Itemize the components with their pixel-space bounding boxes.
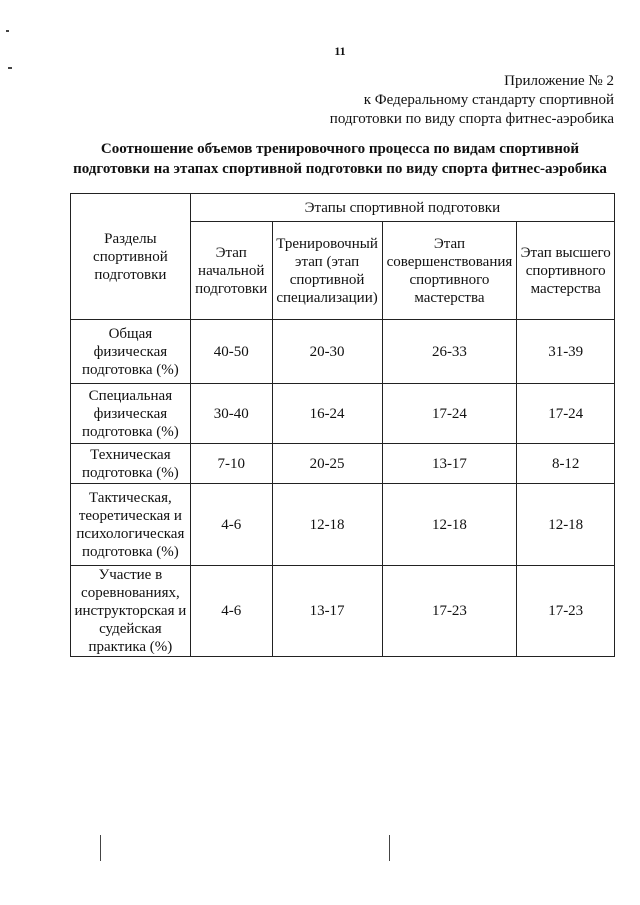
table-cell: 31-39	[517, 320, 615, 384]
table-cell: 17-24	[382, 384, 517, 444]
table-cell: 30-40	[190, 384, 272, 444]
table-cell: 8-12	[517, 444, 615, 484]
table-cell: 12-18	[517, 484, 615, 566]
training-ratio-table	[70, 193, 615, 657]
table-row	[71, 566, 615, 657]
scan-mark-left-top	[6, 30, 9, 32]
column-header: Этап совершенствования спортивного мастерства	[382, 222, 517, 320]
row-label: Участие в соревнованиях, инструкторская и судейская практика (%)	[71, 566, 191, 657]
row-label: Техническая подготовка (%)	[71, 444, 191, 484]
table-cell: 16-24	[272, 384, 382, 444]
title-line-2: подготовки на этапах спортивной подготовки по виду спорта фитнес-аэробика	[73, 161, 607, 177]
table-cell: 40-50	[190, 320, 272, 384]
table-cell: 20-30	[272, 320, 382, 384]
scan-mark-bottom-left	[100, 835, 101, 861]
page-number: 11	[334, 44, 346, 58]
title-line-1: Соотношение объемов тренировочного процесса по видам спортивной	[100, 141, 580, 157]
column-header: Этап начальной подготовки	[190, 222, 272, 320]
group-header-cell: Этапы спортивной подготовки	[190, 194, 614, 222]
table-cell: 4-6	[190, 566, 272, 657]
table-cell: 12-18	[382, 484, 517, 566]
row-header-cell	[71, 194, 191, 320]
appendix-line-3: подготовки по виду спорта фитнес-аэробика	[329, 111, 614, 127]
table-cell: 12-18	[272, 484, 382, 566]
document-title	[40, 139, 640, 179]
scan-mark-bottom-mid	[389, 835, 390, 861]
table-row	[71, 444, 615, 484]
appendix-line-2: к Федеральному стандарту спортивной	[363, 92, 614, 108]
appendix-line-1: Приложение № 2	[504, 73, 614, 89]
table-cell: 20-25	[272, 444, 382, 484]
table-cell: 26-33	[382, 320, 517, 384]
column-header: Этап высшего спортивного мастерства	[517, 222, 615, 320]
table-row	[71, 384, 615, 444]
row-header-label: Разделы спортивной подготовки	[93, 230, 168, 283]
column-header: Тренировочный этап (этап спортивной специализации)	[272, 222, 382, 320]
row-label: Тактическая, теоретическая и психологическая подготовка (%)	[71, 484, 191, 566]
table-cell: 17-23	[382, 566, 517, 657]
table-cell: 17-23	[517, 566, 615, 657]
table-cell: 13-17	[272, 566, 382, 657]
table-cell: 17-24	[517, 384, 615, 444]
table-cell: 13-17	[382, 444, 517, 484]
row-label: Специальная физическая подготовка (%)	[71, 384, 191, 444]
table-row	[71, 484, 615, 566]
table-row	[71, 320, 615, 384]
appendix-header	[330, 72, 614, 129]
table-cell: 7-10	[190, 444, 272, 484]
table-cell: 4-6	[190, 484, 272, 566]
scan-mark-left-2	[8, 67, 12, 69]
row-label: Общая физическая подготовка (%)	[71, 320, 191, 384]
